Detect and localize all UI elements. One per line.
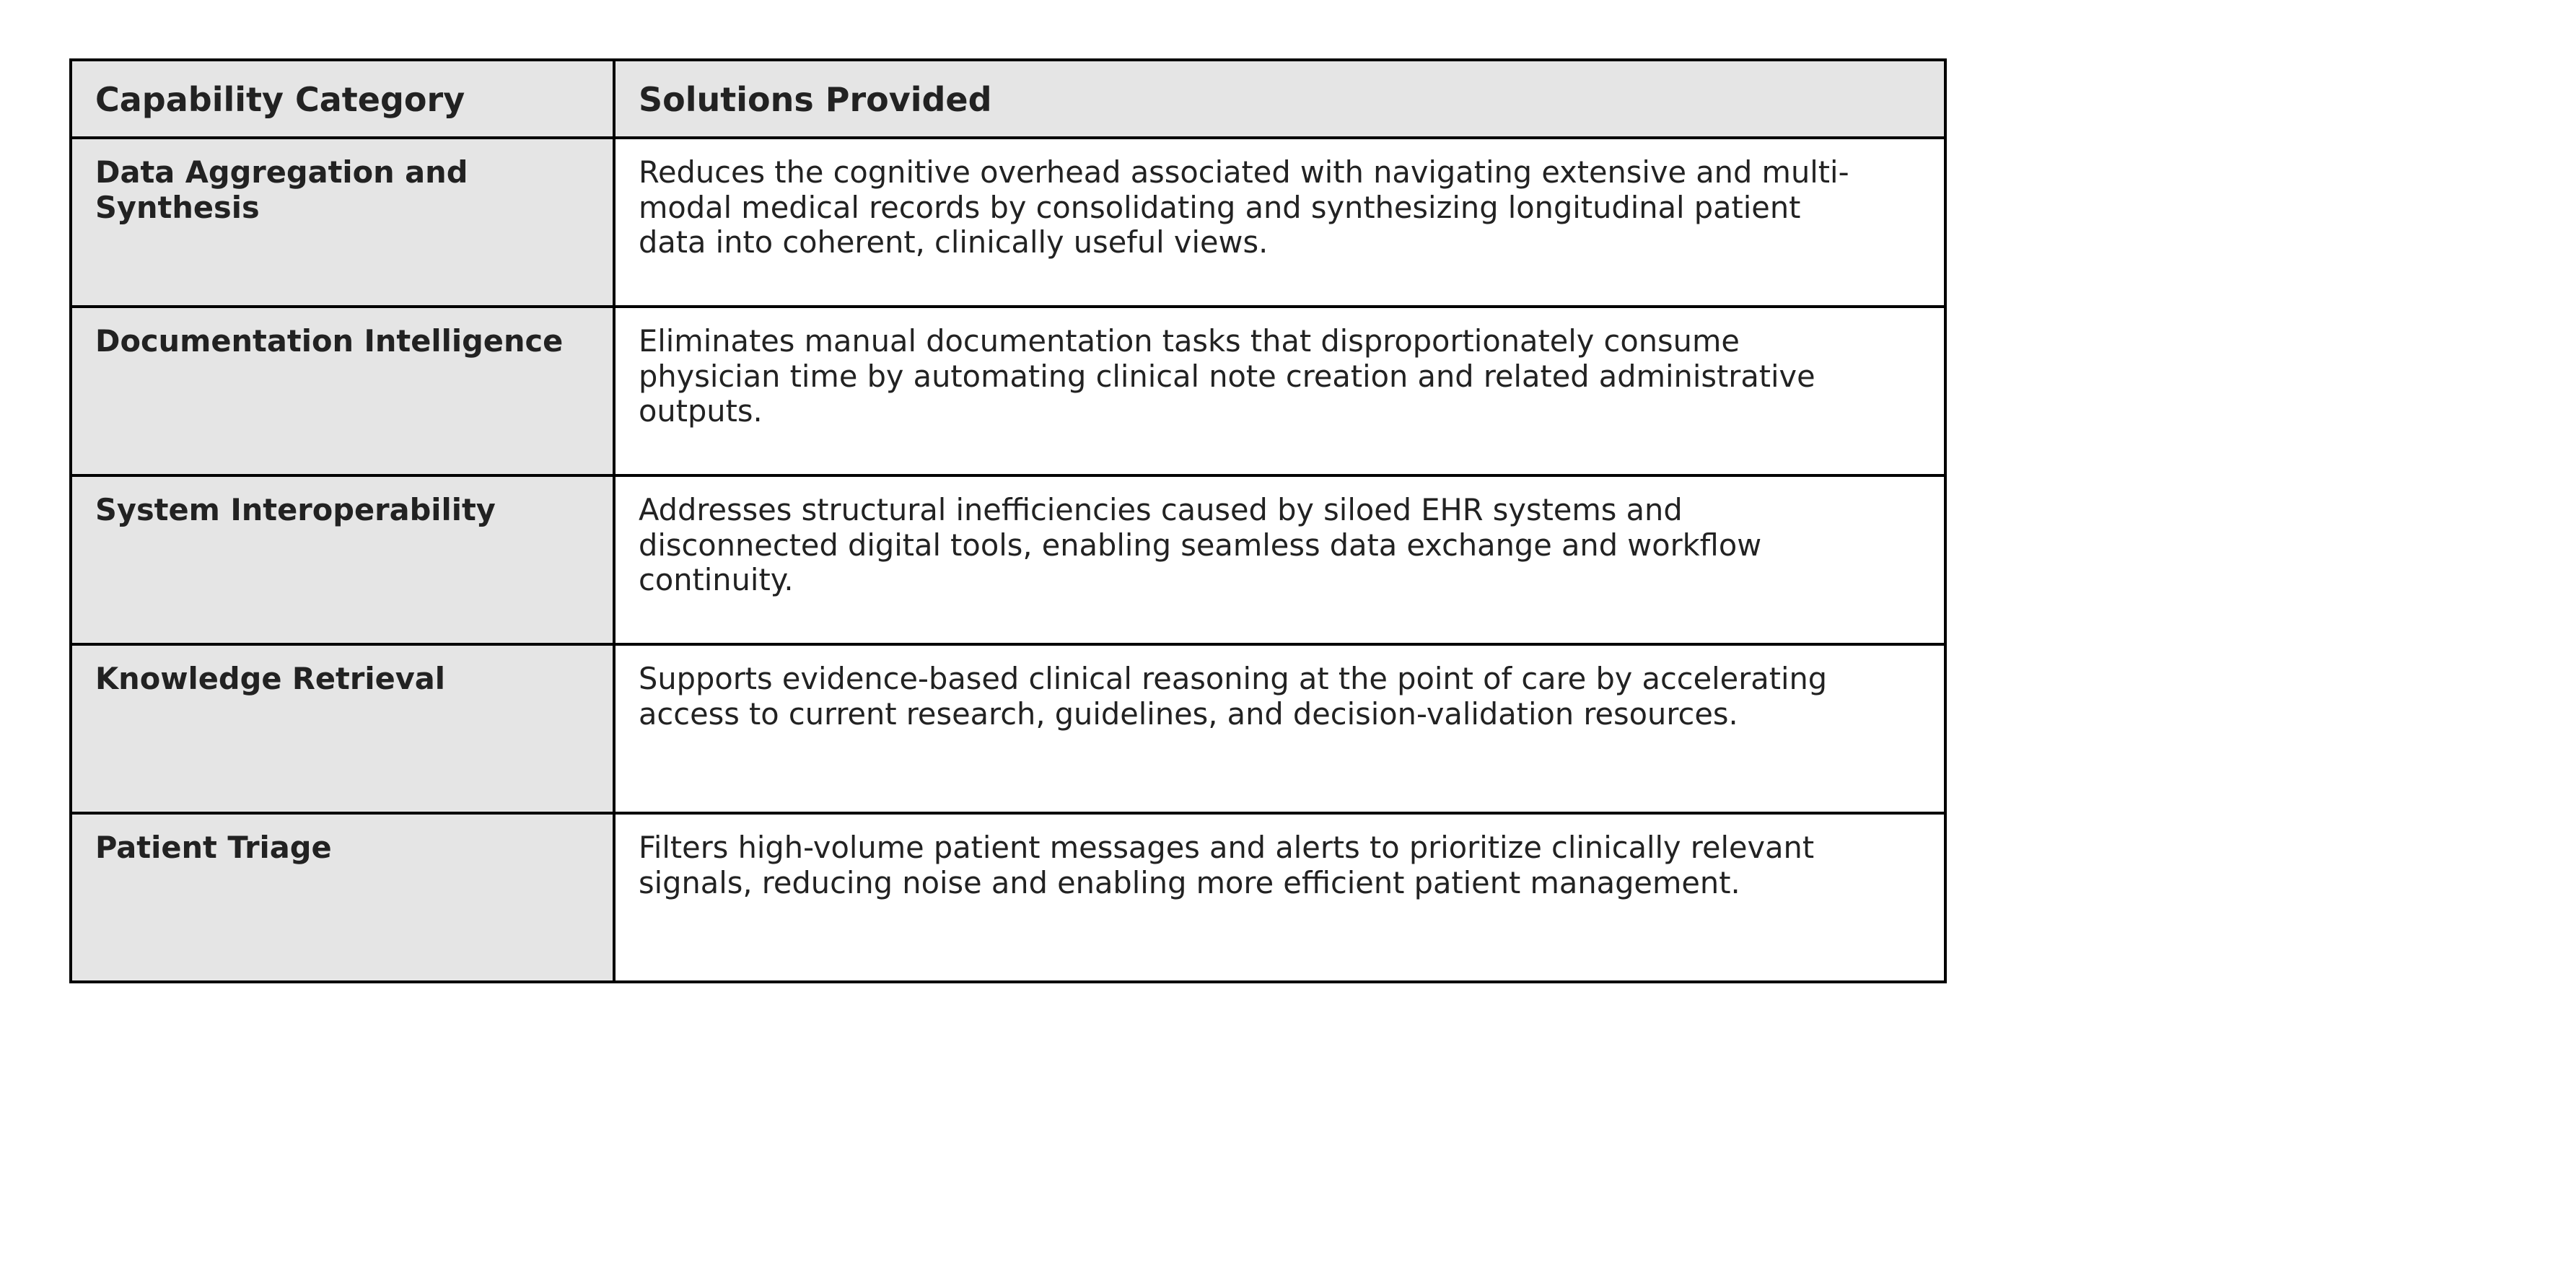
solution-cell: Reduces the cognitive overhead associated with navigating extensive and multi-modal medical records by consolidating and synthesizing longitudinal patient data into coherent, clinically useful views. (614, 138, 1945, 307)
table-body (71, 138, 1945, 982)
solution-cell: Addresses structural inefficiencies caused by siloed EHR systems and disconnected digital tools, enabling seamless data exchange and workflow continuity. (614, 475, 1945, 644)
table-row (71, 644, 1945, 813)
category-cell: Data Aggregation and Synthesis (71, 138, 614, 307)
category-cell: Patient Triage (71, 813, 614, 982)
table-row (71, 138, 1945, 307)
table-row (71, 307, 1945, 475)
solution-cell: Eliminates manual documentation tasks that disproportionately consume physician time by automating clinical note creation and related administrative outputs. (614, 307, 1945, 475)
table-header (71, 60, 1945, 138)
header-capability-category: Capability Category (71, 60, 614, 138)
category-cell: Documentation Intelligence (71, 307, 614, 475)
capability-table (69, 58, 1947, 983)
table-row (71, 813, 1945, 982)
solution-cell: Filters high-volume patient messages and alerts to prioritize clinically relevant signals, reducing noise and enabling more efficient patient management. (614, 813, 1945, 982)
header-solutions-provided: Solutions Provided (614, 60, 1945, 138)
category-cell: Knowledge Retrieval (71, 644, 614, 813)
category-cell: System Interoperability (71, 475, 614, 644)
header-row (71, 60, 1945, 138)
solution-cell: Supports evidence-based clinical reasoning at the point of care by accelerating access to current research, guidelines, and decision-validation resources. (614, 644, 1945, 813)
table-row (71, 475, 1945, 644)
